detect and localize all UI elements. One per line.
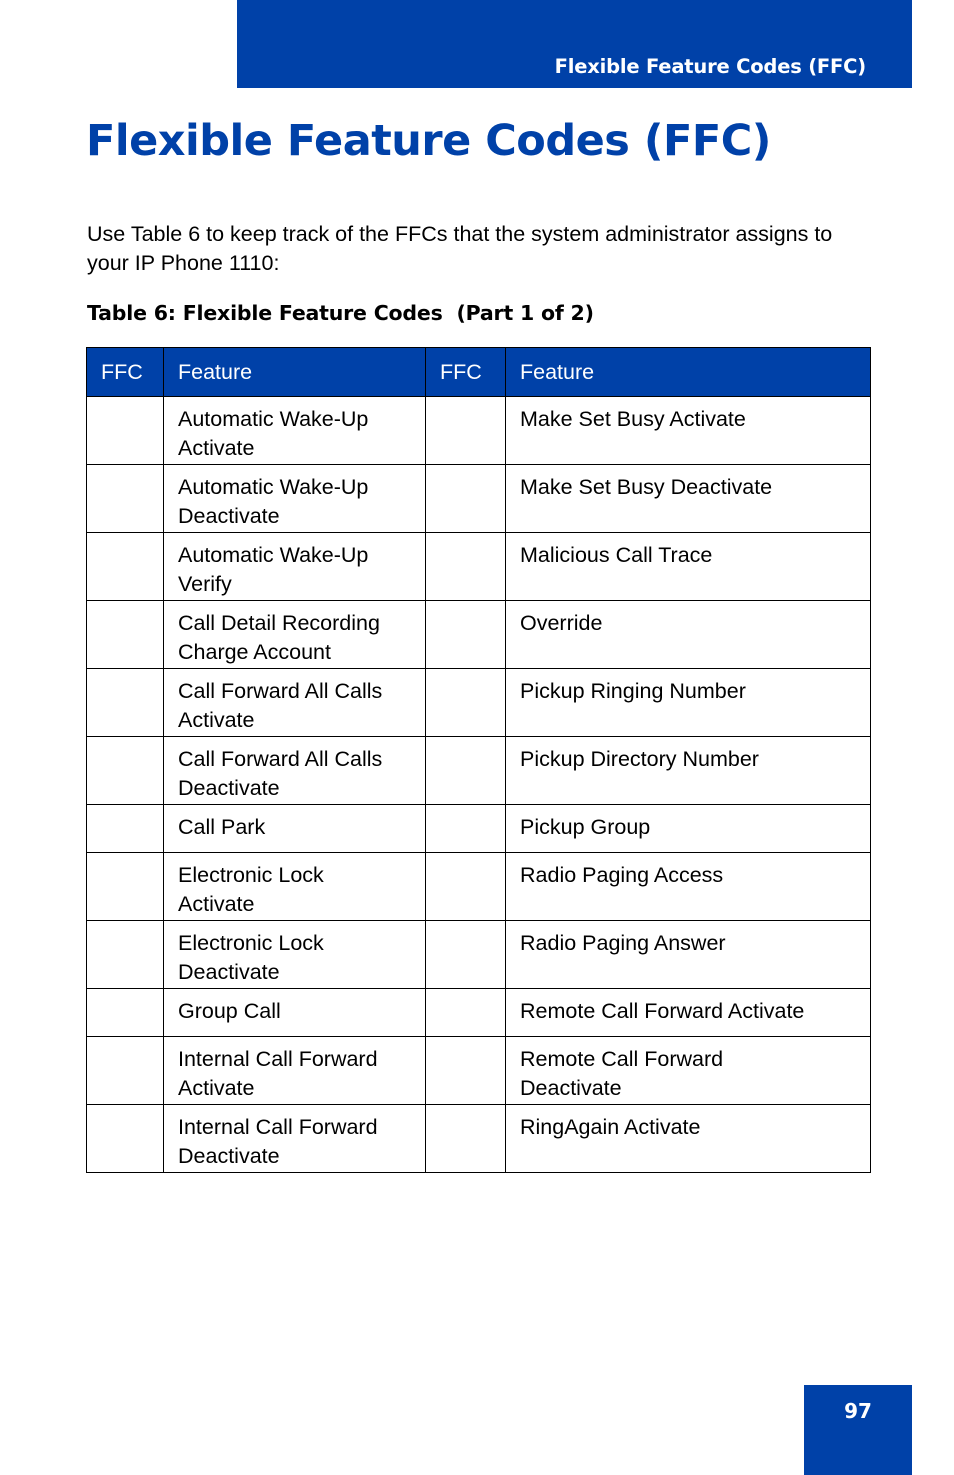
- feature-line: Radio Paging Answer: [520, 931, 726, 955]
- feature-cell: [506, 465, 871, 533]
- feature-line: Internal Call Forward: [178, 1115, 378, 1139]
- feature-line: Pickup Directory Number: [520, 747, 759, 771]
- feature-cell: [506, 1037, 871, 1105]
- feature-line: Charge Account: [178, 640, 331, 664]
- ffc-code-cell: [426, 669, 506, 737]
- feature-cell: [164, 921, 426, 989]
- feature-cell: [164, 601, 426, 669]
- column-header-feature: Feature: [164, 348, 426, 397]
- ffc-table: [86, 347, 871, 1173]
- feature-cell: [164, 1037, 426, 1105]
- intro-paragraph: Use Table 6 to keep track of the FFCs that the system administrator assigns to your IP Phone 1110:: [87, 222, 833, 275]
- feature-cell: [506, 805, 871, 853]
- feature-line: Malicious Call Trace: [520, 543, 713, 567]
- feature-line: Call Park: [178, 815, 266, 839]
- ffc-code-cell: [426, 989, 506, 1037]
- feature-line: Override: [520, 611, 603, 635]
- table-row: [87, 533, 871, 601]
- ffc-code-cell: [426, 921, 506, 989]
- feature-cell: [506, 669, 871, 737]
- table-row: [87, 989, 871, 1037]
- ffc-code-cell: [426, 737, 506, 805]
- feature-line: Pickup Ringing Number: [520, 679, 746, 703]
- table-row: [87, 1037, 871, 1105]
- feature-line: Automatic Wake-Up: [178, 407, 369, 431]
- feature-line: Remote Call Forward: [520, 1047, 724, 1071]
- page-number-box: [804, 1385, 912, 1475]
- ffc-code-cell: [87, 921, 164, 989]
- ffc-code-cell: [87, 601, 164, 669]
- ffc-code-cell: [87, 805, 164, 853]
- feature-line: Deactivate: [178, 504, 280, 528]
- ffc-code-cell: [87, 989, 164, 1037]
- feature-cell: [506, 601, 871, 669]
- ffc-code-cell: [87, 1037, 164, 1105]
- feature-line: Activate: [178, 892, 255, 916]
- feature-line: Radio Paging Access: [520, 863, 724, 887]
- feature-cell: [506, 737, 871, 805]
- feature-line: Call Forward All Calls: [178, 747, 383, 771]
- table-row: [87, 465, 871, 533]
- ffc-code-cell: [426, 601, 506, 669]
- header-band: [237, 0, 912, 88]
- feature-line: Automatic Wake-Up: [178, 543, 369, 567]
- ffc-code-cell: [426, 805, 506, 853]
- feature-line: Deactivate: [520, 1076, 622, 1100]
- ffc-code-cell: [426, 533, 506, 601]
- feature-line: Internal Call Forward: [178, 1047, 378, 1071]
- feature-line: Make Set Busy Activate: [520, 407, 746, 431]
- page-title: Flexible Feature Codes (FFC): [86, 116, 771, 166]
- table-header-row: [87, 348, 871, 397]
- ffc-code-cell: [87, 465, 164, 533]
- feature-line: Electronic Lock: [178, 863, 324, 887]
- feature-line: Verify: [178, 572, 232, 596]
- table-row: [87, 737, 871, 805]
- table-row: [87, 601, 871, 669]
- table-body: [87, 397, 871, 1173]
- ffc-code-cell: [87, 1105, 164, 1173]
- feature-line: Deactivate: [178, 1144, 280, 1168]
- feature-cell: [164, 805, 426, 853]
- feature-line: Remote Call Forward Activate: [520, 999, 805, 1023]
- feature-cell: [164, 669, 426, 737]
- column-header-ffc: FFC: [426, 348, 506, 397]
- feature-cell: [506, 1105, 871, 1173]
- feature-line: RingAgain Activate: [520, 1115, 701, 1139]
- feature-line: Activate: [178, 708, 255, 732]
- ffc-code-cell: [87, 533, 164, 601]
- feature-line: Group Call: [178, 999, 281, 1023]
- ffc-code-cell: [426, 1037, 506, 1105]
- feature-line: Make Set Busy Deactivate: [520, 475, 773, 499]
- feature-line: Deactivate: [178, 776, 280, 800]
- table-caption: Table 6: Flexible Feature Codes (Part 1 of 2): [87, 301, 594, 325]
- ffc-code-cell: [87, 397, 164, 465]
- feature-cell: [164, 1105, 426, 1173]
- feature-cell: [164, 397, 426, 465]
- feature-line: Automatic Wake-Up: [178, 475, 369, 499]
- page-number: 97: [844, 1399, 872, 1423]
- feature-line: Pickup Group: [520, 815, 651, 839]
- ffc-code-cell: [426, 853, 506, 921]
- ffc-code-cell: [426, 397, 506, 465]
- feature-cell: [506, 853, 871, 921]
- table-row: [87, 805, 871, 853]
- feature-line: Electronic Lock: [178, 931, 324, 955]
- table-row: [87, 1105, 871, 1173]
- column-header-ffc: FFC: [87, 348, 164, 397]
- column-header-feature: Feature: [506, 348, 871, 397]
- feature-cell: [164, 737, 426, 805]
- feature-cell: [506, 989, 871, 1037]
- ffc-code-cell: [87, 737, 164, 805]
- feature-cell: [164, 533, 426, 601]
- feature-cell: [506, 533, 871, 601]
- feature-cell: [506, 921, 871, 989]
- ffc-code-cell: [426, 465, 506, 533]
- table-row: [87, 669, 871, 737]
- ffc-code-cell: [87, 669, 164, 737]
- ffc-code-cell: [426, 1105, 506, 1173]
- running-header-title: Flexible Feature Codes (FFC): [554, 55, 866, 78]
- feature-line: Call Detail Recording: [178, 611, 380, 635]
- table-row: [87, 397, 871, 465]
- table-row: [87, 853, 871, 921]
- feature-cell: [506, 397, 871, 465]
- feature-line: Deactivate: [178, 960, 280, 984]
- table-row: [87, 921, 871, 989]
- feature-cell: [164, 853, 426, 921]
- feature-line: Call Forward All Calls: [178, 679, 383, 703]
- feature-cell: [164, 465, 426, 533]
- feature-line: Activate: [178, 1076, 255, 1100]
- feature-cell: [164, 989, 426, 1037]
- ffc-code-cell: [87, 853, 164, 921]
- feature-line: Activate: [178, 436, 255, 460]
